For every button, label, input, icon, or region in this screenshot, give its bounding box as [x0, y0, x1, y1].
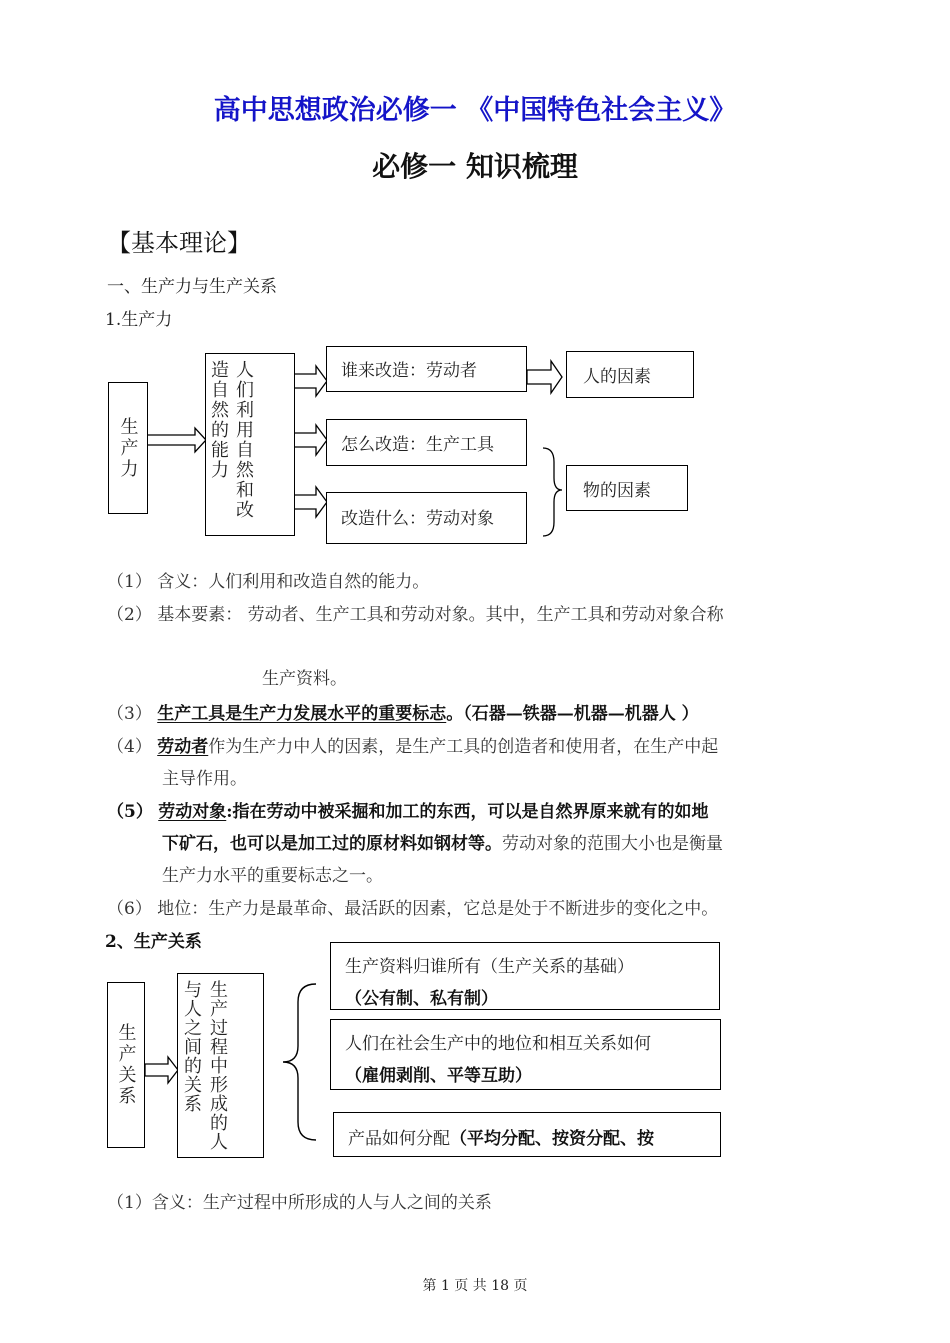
part1-heading: 一、生产力与生产关系	[107, 277, 277, 297]
branch-tools-box	[326, 419, 527, 466]
productivity-item-2: （2） 基本要素： 劳动者、生产工具和劳动对象。其中，生产工具和劳动对象合称	[107, 605, 724, 625]
branch-laborer-box	[326, 346, 527, 392]
human-factor-text: 人的因素	[583, 367, 651, 387]
arrow-to-human-factor	[527, 361, 562, 393]
relations-branch-ownership-box	[330, 942, 720, 1010]
relations-definition-text: 生产过程中形成的人与人之间的关系	[181, 980, 228, 1151]
arrow-to-branch-2	[294, 425, 327, 455]
productivity-item-1: （1） 含义：人们利用和改造自然的能力。	[107, 572, 430, 592]
productivity-item-6: （6） 地位：生产力是最革命、最活跃的因素，它总是处于不断进步的变化之中。	[107, 899, 719, 919]
relations-heading: 2、生产关系	[105, 932, 202, 952]
arrow-to-branch-3	[294, 487, 327, 517]
brace-relations	[283, 984, 316, 1140]
human-factor-box	[566, 351, 694, 398]
productivity-item-5-cont: 下矿石，也可以是加工过的原材料如钢材等。劳动对象的范围大小也是衡量	[162, 834, 723, 854]
productivity-item-3: （3） 生产工具是生产力发展水平的重要标志。（石器—铁器—机器—机器人 ）	[107, 704, 699, 724]
relations-definition-box	[177, 973, 264, 1158]
productivity-item-4: （4） 劳动者作为生产力中人的因素，是生产工具的创造者和使用者，在生产中起	[107, 737, 719, 757]
productivity-item-2-cont: 生产资料。	[262, 669, 347, 689]
relations-branch-distribution-bold: （平均分配、按资分配、按	[450, 1129, 654, 1149]
branch-laborer-text: 谁来改造：劳动者	[341, 361, 477, 381]
arrow-to-branch-1	[294, 366, 327, 396]
relations-root-label: 生产关系	[115, 1023, 137, 1107]
document-title: 高中思想政治必修一 《中国特色社会主义》	[213, 95, 737, 126]
relations-item-1: （1）含义：生产过程中所形成的人与人之间的关系	[107, 1193, 492, 1213]
branch-objects-box	[326, 492, 527, 544]
arrow-relations-root-to-definition	[145, 1057, 178, 1083]
productivity-definition-text: 人们利用自然和改造自然的能力	[208, 360, 254, 520]
productivity-root-box	[108, 382, 148, 514]
productivity-item-5: （5） 劳动对象:指在劳动中被采掘和加工的东西，可以是自然界原来就有的如地	[107, 802, 709, 822]
arrow-root-to-definition	[147, 428, 206, 452]
relations-branch-ownership-line2: （公有制、私有制）	[345, 989, 498, 1009]
branch-tools-text: 怎么改造：生产工具	[341, 435, 494, 455]
relations-branch-status-box	[330, 1019, 721, 1090]
material-factor-text: 物的因素	[583, 481, 651, 501]
document-subtitle: 必修一 知识梳理	[372, 150, 578, 183]
productivity-item-5-cont2: 生产力水平的重要标志之一。	[162, 866, 383, 886]
brace-material-factor	[543, 448, 562, 536]
productivity-item-4-cont: 主导作用。	[162, 769, 247, 789]
productivity-heading: 1.生产力	[105, 310, 173, 330]
productivity-root-label: 生产力	[117, 416, 139, 480]
productivity-definition-box	[205, 353, 295, 536]
relations-branch-status-line2: （雇佣剥削、平等互助）	[345, 1066, 532, 1086]
relations-branch-distribution-box	[333, 1112, 721, 1157]
relations-branch-ownership-line1: 生产资料归谁所有（生产关系的基础）	[345, 957, 634, 977]
relations-root-box	[107, 982, 145, 1148]
branch-objects-text: 改造什么：劳动对象	[341, 509, 494, 529]
relations-branch-distribution-text: 产品如何分配	[348, 1129, 450, 1149]
section-header: 【基本理论】	[107, 229, 251, 257]
material-factor-box	[566, 465, 688, 511]
relations-branch-status-line1: 人们在社会生产中的地位和相互关系如何	[345, 1034, 651, 1054]
page-footer: 第 1 页 共 18 页	[422, 1278, 528, 1294]
